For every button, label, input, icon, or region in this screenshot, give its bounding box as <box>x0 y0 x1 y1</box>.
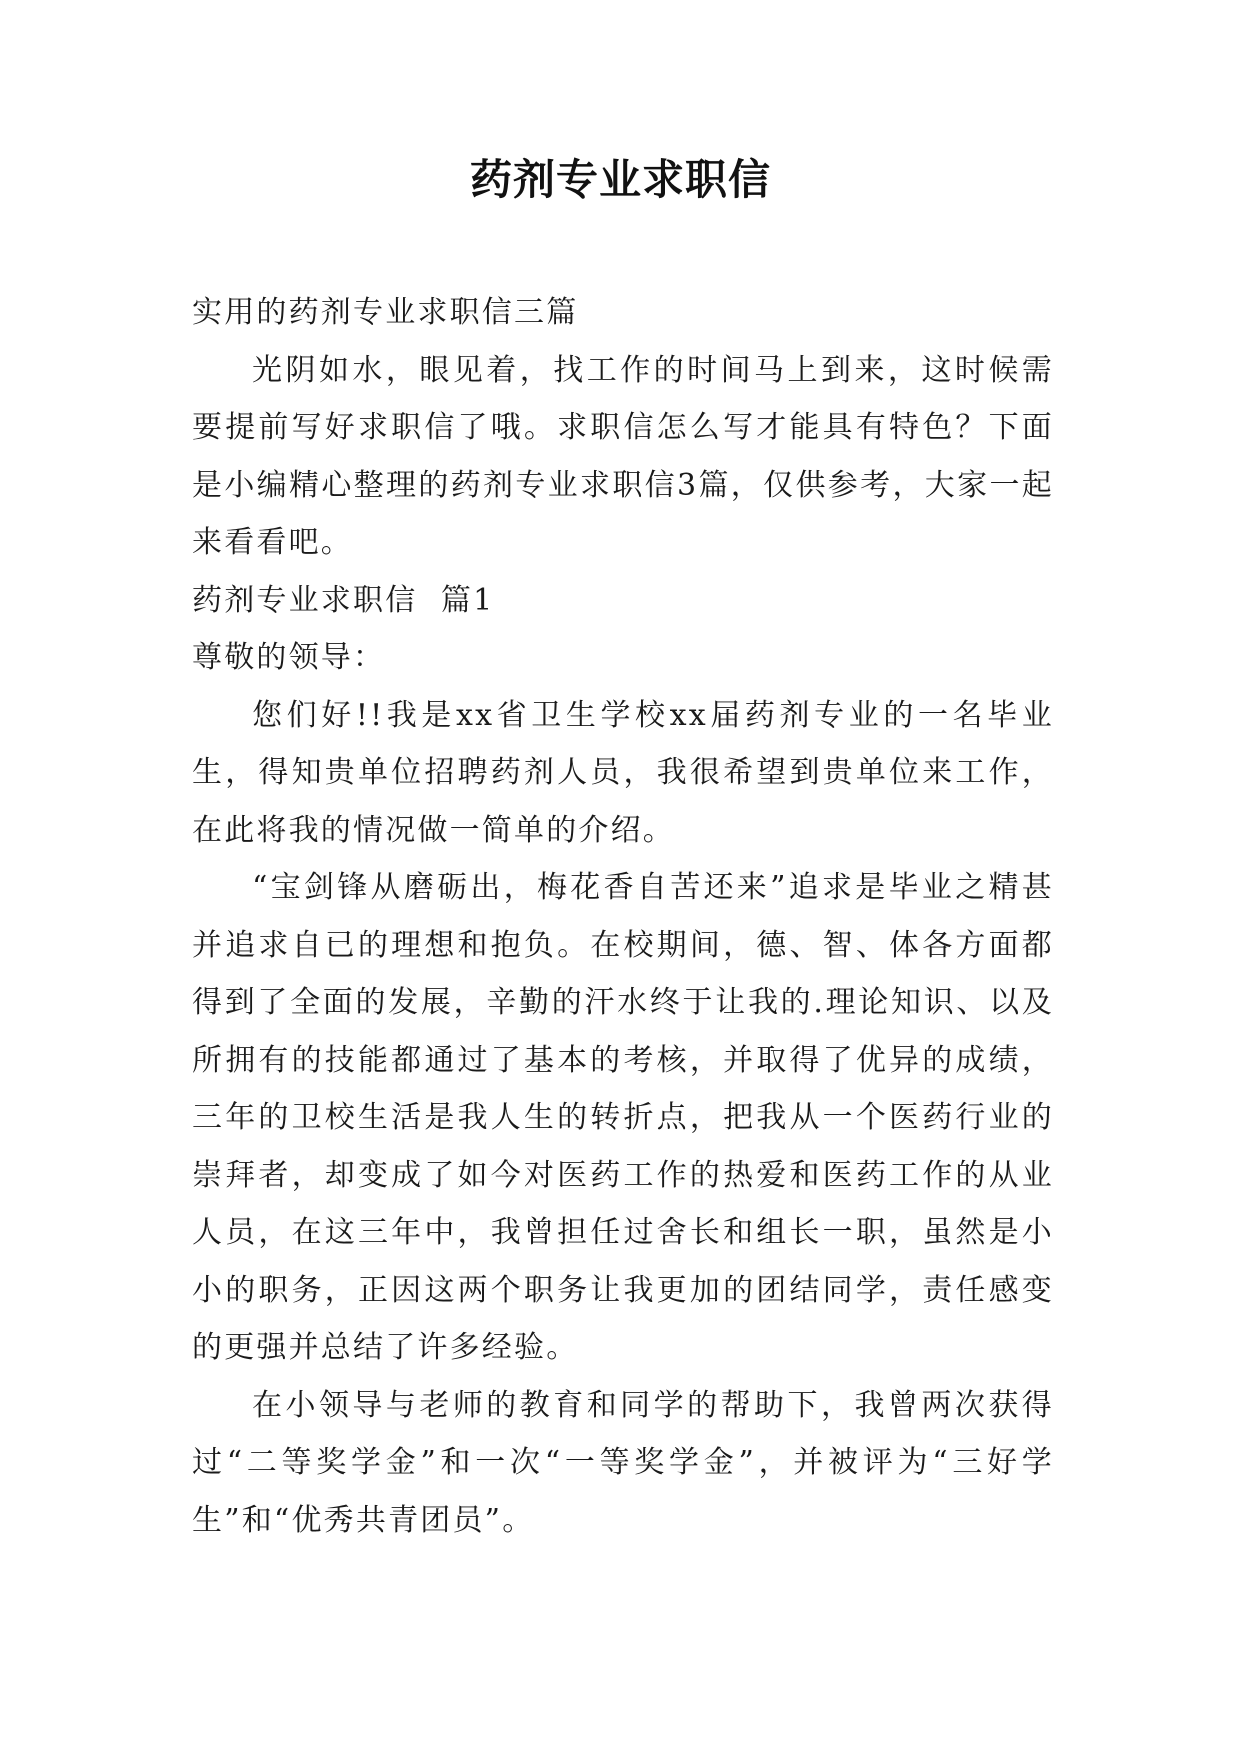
document-subtitle: 实用的药剂专业求职信三篇 <box>192 295 579 330</box>
section-heading: 药剂专业求职信 篇1 <box>192 582 495 618</box>
intro-paragraph: 光阴如水，眼见着，找工作的时间马上到来，这时候需要提前写好求职信了哦。求职信怎么写才能具有特色？下面是小编精心整理的药剂专业求职信3篇，仅供参考，大家一起来看看吧。 <box>192 352 1054 560</box>
body-paragraph-2: “宝剑锋从磨砺出，梅花香自苦还来”追求是毕业之精甚并追求自已的理想和抱负。在校期间，德、智、体各方面都得到了全面的发展，辛勤的汗水终于让我的.理论知识、以及所拥有的技能都通过了基本的考核，并取得了优异的成绩，三年的卫校生活是我人生的转折点，把我从一个医药行业的崇拜者，却变成了如今对医药工作的热爱和医药工作的从业人员，在这三年中，我曾担任过舍长和组长一职，虽然是小小的职务，正因这两个职务让我更加的团结同学，责任感变的更强并总结了许多经验。 <box>192 870 1054 1365</box>
salutation: 尊敬的领导： <box>192 640 386 675</box>
document-body <box>192 284 1054 1549</box>
body-paragraph-1: 您们好!!我是xx省卫生学校xx届药剂专业的一名毕业生，得知贵单位招聘药剂人员，我很希望到贵单位来工作，在此将我的情况做一简单的介绍。 <box>192 697 1054 848</box>
document-title: 药剂专业求职信 <box>469 155 771 204</box>
body-paragraph-3: 在小领导与老师的教育和同学的帮助下，我曾两次获得过“二等奖学金”和一次“一等奖学金”，并被评为“三好学生”和“优秀共青团员”。 <box>192 1387 1054 1538</box>
